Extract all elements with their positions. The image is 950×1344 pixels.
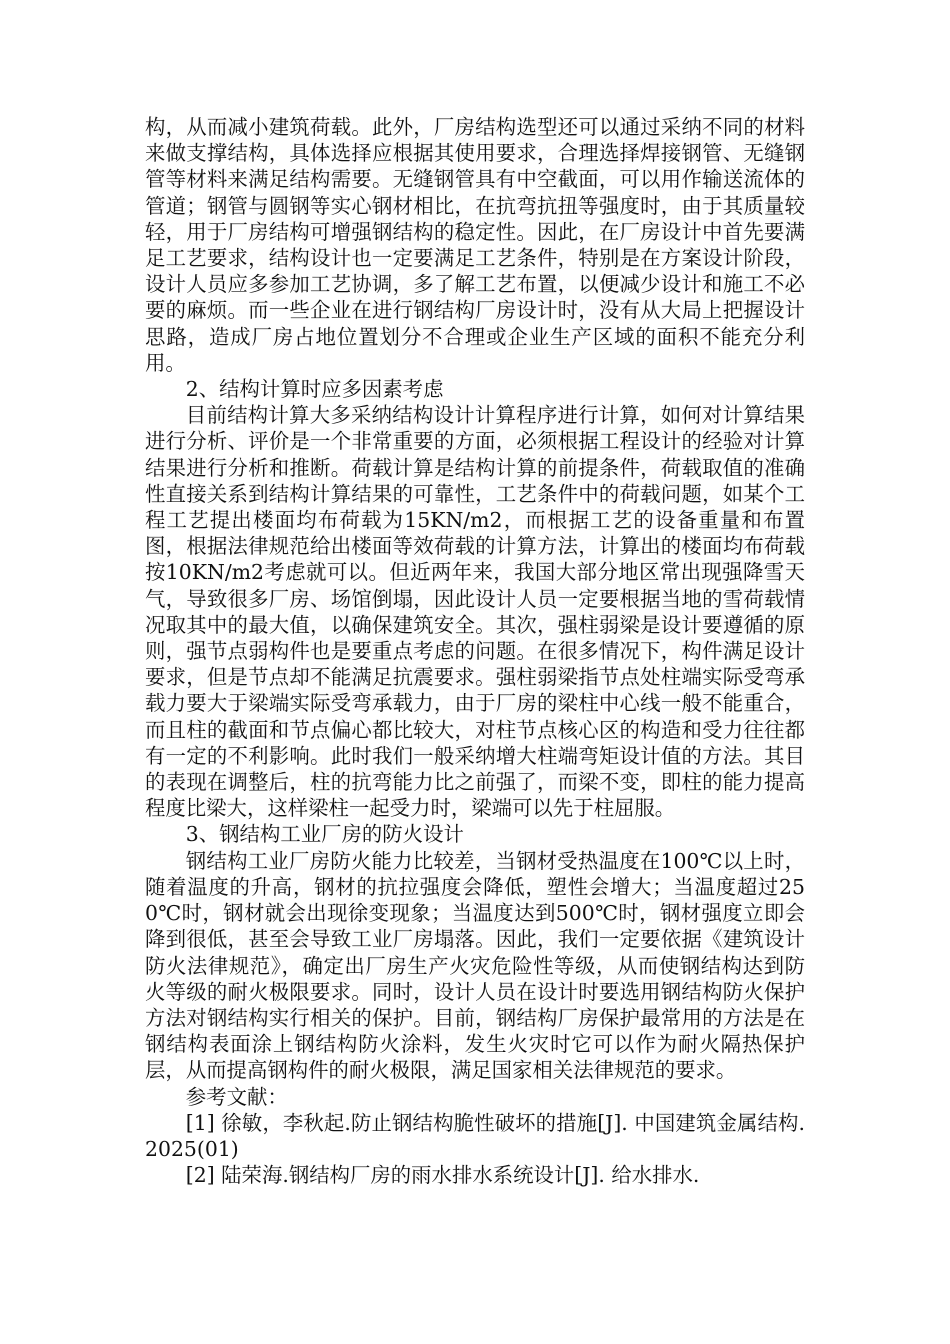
reference-item: [2] 陆荣海.钢结构厂房的雨水排水系统设计[J]. 给水排水. [185, 1163, 700, 1188]
references-heading: 参考文献： [185, 1084, 288, 1109]
body-paragraph: 钢结构工业厂房防火能力比较差，当钢材受热温度在100℃以上时，随着温度的升高，钢材的抗拉强度会降低，塑性会增大；当温度超过250℃时，钢材就会出现徐变现象；当温度达到500℃时，钢材强度立即会降到很低，甚至会导致工业厂房塌落。因此，我们一定要依据《建筑设计防火法律规范》，确定出厂房生产火灾危险性等级，从而使钢结构达到防火等级的耐火极限要求。同时，设计人员在设计时要选用钢结构防火保护方法对钢结构实行相关的保护。目前，钢结构厂房保护最常用的方法是在钢结构表面涂上钢结构防火涂料，发生火灾时它可以作为耐火隔热保护层，从而提高钢构件的耐火极限，满足国家相关法律规范的要求。 [145, 848, 805, 1083]
document-page [145, 114, 805, 1188]
section-heading: 3、钢结构工业厂房的防火设计 [185, 822, 464, 847]
body-paragraph: 目前结构计算大多采纳结构设计计算程序进行计算，如何对计算结果进行分析、评价是一个非常重要的方面，必须根据工程设计的经验对计算结果进行分析和推断。荷载计算是结构计算的前提条件，荷载取值的准确性直接关系到结构计算结果的可靠性，工艺条件中的荷载问题，如某个工程工艺提出楼面均布荷载为15KN/m2，而根据工艺的设备重量和布置图，根据法律规范给出楼面等效荷载的计算方法，计算出的楼面均布荷载按10KN/m2考虑就可以。但近两年来，我国大部分地区常出现强降雪天气，导致很多厂房、场馆倒塌，因此设计人员一定要根据当地的雪荷载情况取其中的最大值，以确保建筑安全。其次，强柱弱梁是设计要遵循的原则，强节点弱构件也是要重点考虑的问题。在很多情况下，构件满足设计要求，但是节点却不能满足抗震要求。强柱弱梁指节点处柱端实际受弯承载力要大于梁端实际受弯承载力，由于厂房的梁柱中心线一般不能重合，而且柱的截面和节点偏心都比较大，对柱节点核心区的构造和受力往往都有一定的不利影响。此时我们一般采纳增大柱端弯矩设计值的方法。其目的表现在调整后，柱的抗弯能力比之前强了，而梁不变，即柱的能力提高程度比梁大，这样梁柱一起受力时，梁端可以先于柱屈服。 [145, 403, 805, 821]
reference-item: [1] 徐敏，李秋起.防止钢结构脆性破坏的措施[J]. 中国建筑金属结构. 2025(01) [145, 1110, 805, 1161]
section-heading: 2、结构计算时应多因素考虑 [185, 377, 444, 402]
body-paragraph: 构，从而减小建筑荷载。此外，厂房结构选型还可以通过采纳不同的材料来做支撑结构，具体选择应根据其使用要求，合理选择焊接钢管、无缝钢管等材料来满足结构需要。无缝钢管具有中空截面，可以用作输送流体的管道；钢管与圆钢等实心钢材相比，在抗弯抗扭等强度时，由于其质量较轻，用于厂房结构可增强钢结构的稳定性。因此，在厂房设计中首先要满足工艺要求，结构设计也一定要满足工艺条件，特别是在方案设计阶段，设计人员应多参加工艺协调，多了解工艺布置，以便减少设计和施工不必要的麻烦。而一些企业在进行钢结构厂房设计时，没有从大局上把握设计思路，造成厂房占地位置划分不合理或企业生产区域的面积不能充分利用。 [145, 115, 805, 375]
